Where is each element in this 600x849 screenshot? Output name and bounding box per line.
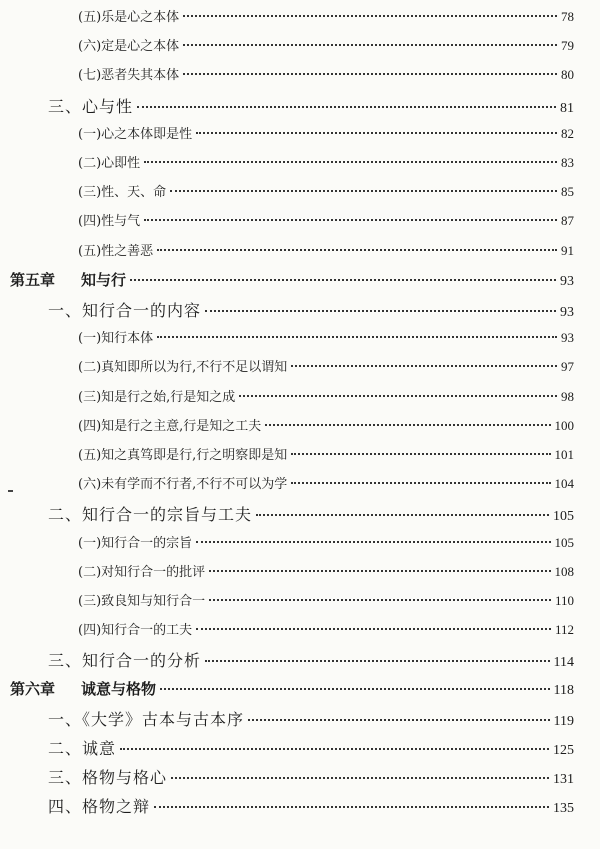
dot-leader: [160, 688, 549, 690]
toc-subsection-row: [0, 386, 600, 405]
dot-leader: [183, 73, 557, 75]
toc-section-row: [0, 502, 600, 525]
toc-subsection-row: [0, 444, 600, 463]
toc-entry-title: 四、格物之辩: [48, 797, 151, 817]
toc-page-number: 91: [561, 242, 574, 258]
toc-entry-title: 第五章: [10, 270, 56, 289]
toc-page-number: 119: [553, 713, 574, 729]
dot-leader: [157, 249, 557, 251]
dot-leader: [205, 310, 556, 312]
toc-page-number: 118: [553, 682, 574, 698]
toc-subsection-row: [0, 619, 600, 638]
dot-leader: [196, 132, 557, 134]
toc-subsection-row: [0, 64, 600, 83]
toc-entry-title: 二、知行合一的宗旨与工夫: [48, 505, 253, 525]
toc-page-number: 85: [561, 184, 574, 200]
dot-leader: [183, 15, 557, 17]
toc-subsection-row: [0, 181, 600, 200]
toc-page-number: 87: [561, 213, 574, 229]
toc-page-number: 83: [561, 155, 574, 170]
toc-chapter-row: [0, 269, 600, 290]
dot-leader: [291, 482, 550, 484]
toc-subsection-row: [0, 590, 600, 609]
toc-entry-title: (五)知之真笃即是行,行之明察即是知: [78, 448, 288, 463]
dot-leader: [196, 541, 550, 543]
toc-entry-title: 一、知行合一的内容: [48, 301, 202, 320]
toc-subsection-row: [0, 356, 600, 375]
toc-section-row: [0, 794, 600, 817]
toc-chapter-subtitle: 知与行: [81, 270, 127, 289]
toc-subsection-row: [0, 123, 600, 142]
toc-page-number: 100: [554, 417, 574, 433]
toc-section-row: [0, 94, 600, 117]
toc-subsection-row: [0, 240, 600, 259]
toc-entry-title: 三、知行合一的分析: [48, 651, 202, 671]
toc-page-number: 105: [554, 534, 574, 550]
dot-leader: [120, 748, 549, 750]
dot-leader: [196, 628, 551, 630]
dot-leader: [144, 219, 557, 221]
dot-leader: [265, 424, 550, 426]
dot-leader: [183, 44, 557, 46]
margin-mark: [8, 490, 13, 492]
toc-entry-title: 三、格物与格心: [48, 768, 168, 788]
toc-entry-title: (一)知行本体: [78, 331, 154, 347]
toc-subsection-row: [0, 561, 600, 580]
toc-page-number: 82: [561, 125, 574, 141]
toc-entry-title: (六)定是心之本体: [78, 39, 180, 55]
dot-leader: [209, 570, 550, 572]
toc-page-number: 78: [561, 9, 574, 24]
toc-section-row: [0, 765, 600, 788]
toc-page-number: 93: [561, 330, 574, 346]
toc-page-number: 131: [553, 772, 574, 788]
toc-section-row: [0, 707, 600, 730]
toc-page-number: 108: [554, 563, 574, 579]
toc-entry-title: (三)致良知与知行合一: [78, 594, 206, 609]
toc-subsection-row: [0, 415, 600, 434]
dot-leader: [157, 336, 557, 338]
dot-leader: [130, 279, 556, 281]
toc-page-number: 105: [553, 509, 574, 525]
dot-leader: [248, 719, 550, 721]
toc-entry-title: (二)真知即所以为行,不行不足以谓知: [78, 360, 288, 376]
toc-entry-title: (二)心即性: [78, 156, 141, 171]
toc-entry-title: 三、心与性: [48, 96, 134, 116]
toc-section-row: [0, 648, 600, 671]
dot-leader: [209, 599, 551, 601]
toc-page-number: 81: [560, 100, 574, 116]
dot-leader: [170, 190, 557, 192]
toc-page-number: 135: [553, 801, 574, 817]
toc-page-number: 110: [554, 593, 574, 608]
toc-entry-title: 第六章: [10, 679, 56, 698]
toc-entry-title: (三)性、天、命: [78, 185, 167, 201]
toc-entry-title: (二)对知行合一的批评: [78, 564, 206, 580]
toc-entry-title: (六)未有学而不行者,不行不可以为学: [78, 477, 288, 493]
toc-page-number: 104: [554, 476, 574, 492]
toc-page-number: 112: [554, 622, 574, 638]
toc-page-number: 98: [561, 388, 574, 404]
toc-page-number: 97: [561, 359, 574, 375]
toc-page-number: 93: [560, 305, 574, 320]
toc-entry-title: (五)乐是心之本体: [78, 10, 180, 25]
toc-chapter-row: [0, 678, 600, 699]
dot-leader: [205, 660, 550, 662]
dot-leader: [256, 514, 549, 516]
dot-leader: [144, 161, 557, 163]
toc-entry-title: (一)知行合一的宗旨: [78, 535, 193, 551]
toc-page-number: 101: [554, 447, 574, 462]
toc-entry-title: (四)知行合一的工夫: [78, 623, 193, 639]
toc-subsection-row: [0, 35, 600, 54]
toc-section-row: [0, 736, 600, 759]
toc-page-number: 93: [560, 273, 574, 289]
toc-entry-title: (五)性之善恶: [78, 243, 154, 259]
toc-entry-title: (三)知是行之始,行是知之成: [78, 389, 236, 405]
toc-subsection-row: [0, 532, 600, 551]
dot-leader: [171, 777, 549, 779]
dot-leader: [154, 806, 549, 808]
toc-subsection-row: [0, 210, 600, 229]
toc-page-number: 114: [553, 655, 574, 671]
toc-subsection-row: [0, 152, 600, 171]
dot-leader: [291, 365, 557, 367]
toc-entry-title: (一)心之本体即是性: [78, 126, 193, 142]
toc-subsection-row: [0, 473, 600, 492]
toc-page-number: 125: [553, 743, 574, 758]
toc-subsection-row: [0, 6, 600, 25]
toc-entry-title: (四)性与气: [78, 214, 141, 230]
toc-page-number: 80: [561, 67, 574, 83]
toc-section-row: [0, 298, 600, 321]
dot-leader: [239, 395, 557, 397]
toc-entry-title: 一、《大学》古本与古本序: [48, 709, 245, 729]
dot-leader: [137, 106, 556, 108]
toc-entry-title: 二、诚意: [48, 739, 117, 758]
dot-leader: [291, 453, 550, 455]
toc-entry-title: (七)恶者失其本体: [78, 68, 180, 84]
toc-page-number: 79: [561, 38, 574, 54]
toc-entry-title: (四)知是行之主意,行是知之工夫: [78, 418, 262, 434]
toc-chapter-subtitle: 诚意与格物: [81, 679, 157, 698]
toc-subsection-row: [0, 327, 600, 346]
